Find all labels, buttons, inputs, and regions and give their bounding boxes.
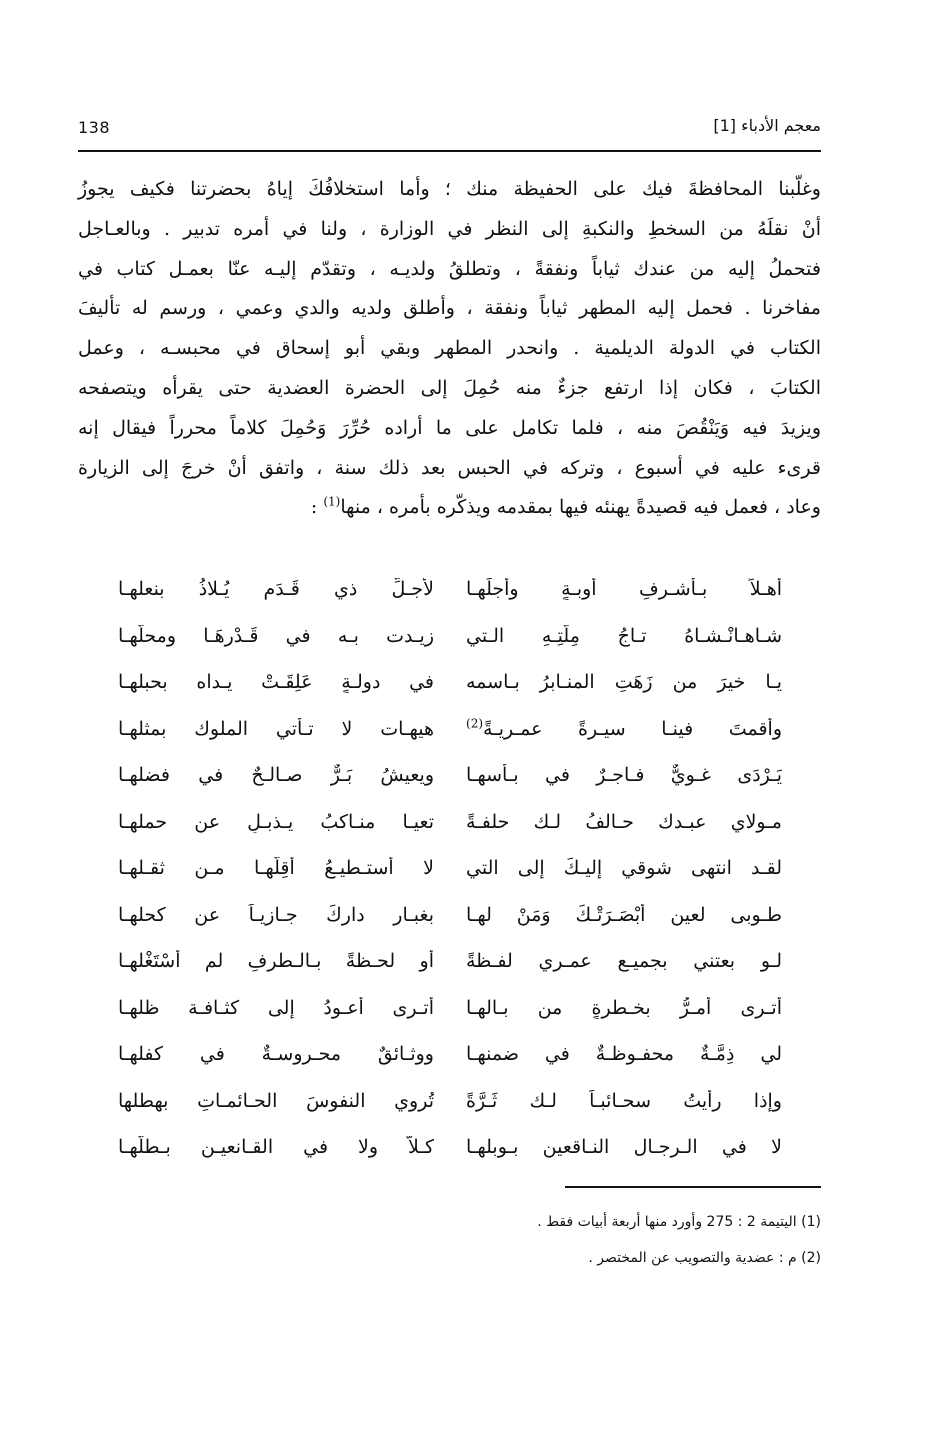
poem-first-hemistich: لي ذِمَّـةٌ محفـوظـةٌ في ضمنهـا bbox=[466, 1043, 782, 1066]
poem bbox=[118, 566, 782, 1171]
prose-line: قرىء عليه في أسبوع ، وتركه في الحبس بعد ذلك سنة ، واتفق أنْ خرجَ إلى الزيارة bbox=[78, 456, 821, 479]
poem-second-hemistich: بغبـارِ داركَ جـازيـاً عن كحلهـا bbox=[118, 903, 434, 926]
poem-second-hemistich: تُروي النفوسَ الحـائمـاتِ بهطلها bbox=[118, 1089, 434, 1112]
poem-second-hemistich: أو لحـظةً بـالـطرفِ لم أسْتَغْلهـا bbox=[118, 950, 434, 973]
running-head: معجم الأدباء [1] bbox=[713, 116, 821, 135]
prose-line: الكتابَ ، فكان إذا ارتفع جزءٌ منه حُمِلَ إلى الحضرة العضدية حتى يقرأه ويتصفحه bbox=[78, 376, 821, 399]
poem-first-hemistich: شـاهـانْـشـاهُ تـاجُ مِلّتِـهِ الـتي bbox=[466, 624, 782, 647]
poem-couplet bbox=[118, 706, 782, 753]
footnote: (1) اليتيمة 2 : 275 وأورد منها أربعة أبيات فقط . bbox=[537, 1214, 821, 1230]
poem-couplet bbox=[118, 892, 782, 939]
poem-second-hemistich: هيهـات لا تـأتي الملوك بمثلهـا bbox=[118, 717, 434, 740]
footnotes bbox=[321, 1204, 821, 1276]
prose-line: أنْ نقلَهُ من السخطِ والنكبةِ إلى النظر في الوزارة ، ولنا في أمره تدبير . وبالعـاجل bbox=[78, 217, 821, 240]
poem-couplet bbox=[118, 985, 782, 1032]
poem-couplet bbox=[118, 659, 782, 706]
prose-line: فتحملُ إليه من عندك ثياباً ونفقةً ، وتطلقُ ولديـه ، وتقدّم إليـه عنّا بعمـل كتاب في bbox=[78, 257, 821, 280]
page-header bbox=[78, 110, 821, 144]
header-rule bbox=[78, 150, 821, 152]
poem-second-hemistich: لا أستـطيـعُ أقِلُّهـا مـن ثقـلهـا bbox=[118, 857, 434, 880]
poem-first-hemistich: لقـد انتهى شوقي إليـكَ إلى التي bbox=[466, 857, 782, 880]
poem-first-hemistich bbox=[466, 718, 782, 740]
poem-first-hemistich-text: وأقمتَ فينـا سيـرةً عمـريـةً bbox=[483, 717, 782, 740]
poem-couplet bbox=[118, 938, 782, 985]
poem-second-hemistich: كـلاّ ولا في القـانعيـن بـطلّهـا bbox=[118, 1136, 434, 1159]
poem-couplet bbox=[118, 845, 782, 892]
prose-line-end: : bbox=[310, 496, 324, 519]
poem-couplet bbox=[118, 752, 782, 799]
poem-second-hemistich: لأجـلِّ ذي قَـدَمٍ يُـلاذُ بنعلهـا bbox=[118, 578, 434, 601]
footnote-mark: (1) bbox=[323, 495, 341, 510]
footnote-mark: (2) bbox=[466, 717, 484, 731]
poem-first-hemistich: مـولاي عبـدك حـالفُ لـك حلفـةً bbox=[466, 810, 782, 833]
poem-second-hemistich: زيـدت بـه في قَـدْرِهَـا ومحلّهـا bbox=[118, 624, 434, 647]
poem-second-hemistich: تعيـا منـاكبُ يـذبـلٍ عن حملهـا bbox=[118, 810, 434, 833]
poem-first-hemistich: طـوبى لعينٍ أبْصَـرَتْـكَ وَمَنْ لهـا bbox=[466, 903, 782, 926]
poem-second-hemistich: في دولـةٍ عَلِقَـتْ يـداه بحبلهـا bbox=[118, 671, 434, 694]
prose-line: الكتاب في الدولة الديلمية . وانحدر المطهر وبقي أبو إسحاق في محبسـه ، وعمل bbox=[78, 337, 821, 360]
prose-paragraph bbox=[78, 170, 821, 528]
page-number: 138 bbox=[78, 118, 111, 137]
poem-first-hemistich: أهـلاً بـأشـرفِ أوبـةٍ وأجلِّهـا bbox=[466, 578, 782, 601]
poem-first-hemistich: لا في الـرجـال النـاقعين بـوبلهـا bbox=[466, 1136, 782, 1159]
prose-line-last bbox=[78, 488, 821, 528]
poem-second-hemistich: ويعيشُ بَـرٌّ صـالـحٌ في فضلهـا bbox=[118, 764, 434, 787]
poem-couplet bbox=[118, 799, 782, 846]
poem-first-hemistich: لـو بعتني بجميـع عمـري لفـظةً bbox=[466, 950, 782, 973]
prose-line: ويزيدَ فيه وَيَنْقُصَ منه ، فلما تكامل على ما أراده حُرِّرَ وَحُمِلَ كلاماً محرراً فيقال إنه bbox=[78, 416, 821, 439]
footnote: (2) م : عضدية والتصويب عن المختصر . bbox=[588, 1250, 821, 1266]
poem-second-hemistich: أتـرى أعـودُ إلى كثـافـة ظلهـا bbox=[118, 996, 434, 1019]
poem-couplet bbox=[118, 613, 782, 660]
prose-line: وغلّبنا المحافظةَ فيك على الحفيظة منك ؛ وأما استخلافُكَ إياهُ بحضرتنا فكيف يجوزُ bbox=[78, 178, 821, 200]
poem-couplet bbox=[118, 566, 782, 613]
poem-first-hemistich: وإذا رأيتُ سحـائبـاً لـك ثَـرَّةً bbox=[466, 1089, 782, 1112]
poem-first-hemistich: يـا خيرَ من زَهَتِ المنـابرُ بـاسمه bbox=[466, 671, 782, 694]
poem-couplet bbox=[118, 1078, 782, 1125]
prose-line-text: وعاد ، فعمل فيه قصيدةً يهنئه فيها بمقدمه ويذكّره بأمره ، منها bbox=[340, 496, 821, 519]
poem-first-hemistich: يَـرْدَى غـويٌّ فـاجـرٌ في بـأسهـا bbox=[466, 764, 782, 787]
footnote-rule bbox=[565, 1186, 821, 1188]
poem-second-hemistich: ووثـائقٌ محـروسـةٌ في كفلهـا bbox=[118, 1043, 434, 1066]
poem-couplet bbox=[118, 1124, 782, 1171]
poem-couplet bbox=[118, 1031, 782, 1078]
prose-line: مفاخرنا . فحمل إليه المطهر ثياباً ونفقة ، وأطلق ولديه والدي وعمي ، ورسم له تأليفَ bbox=[78, 297, 821, 320]
poem-first-hemistich: أتـرى أمـرُّ بخـطرةٍ من بـالهـا bbox=[466, 996, 782, 1019]
